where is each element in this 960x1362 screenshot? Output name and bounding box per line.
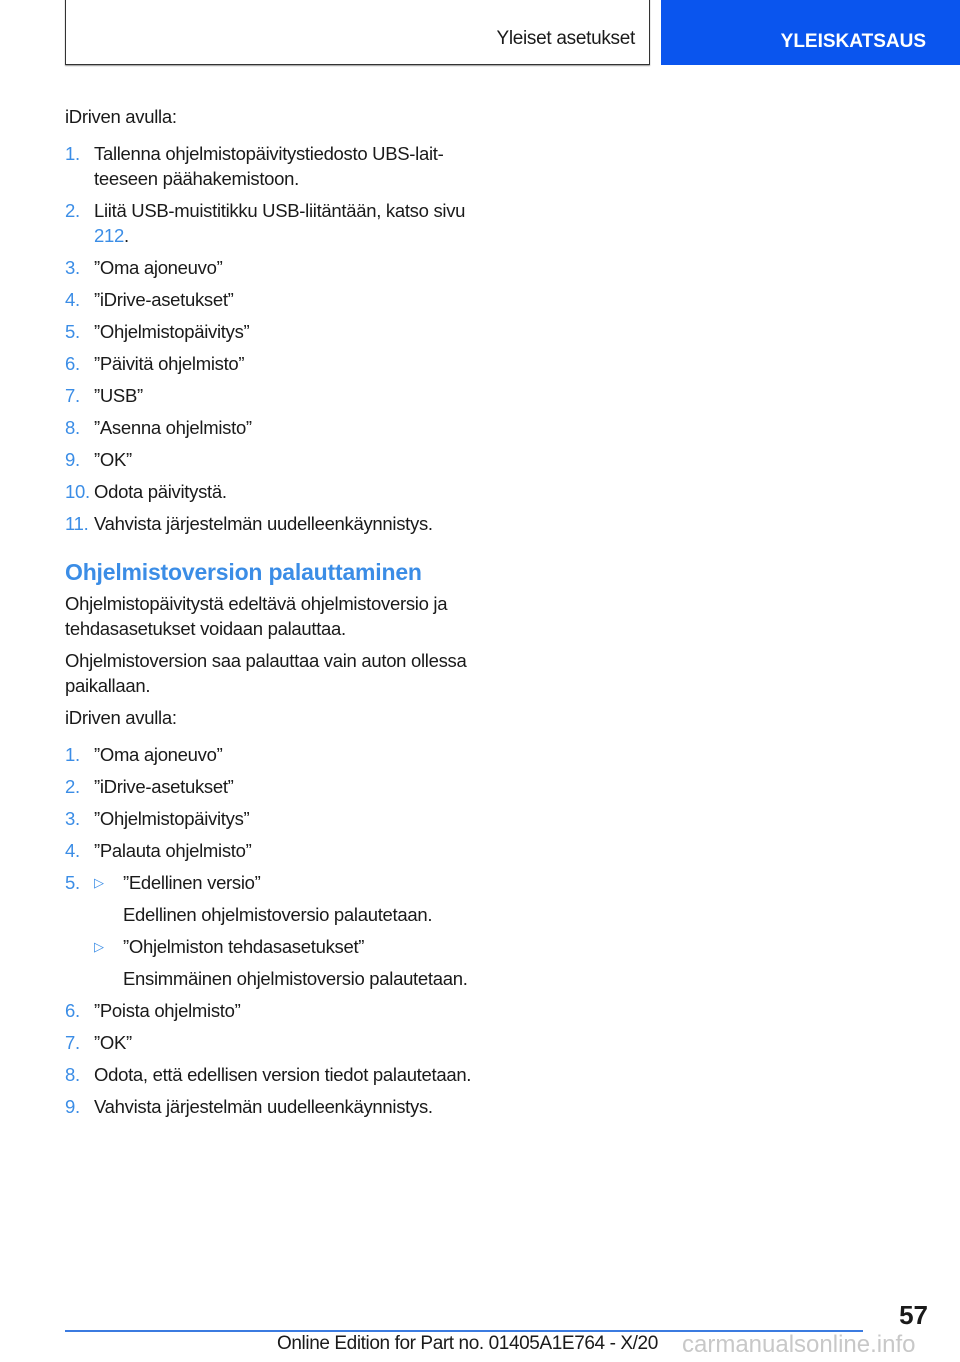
step-text: Vahvista järjestelmän uudelleenkäynnistys. [94, 1096, 433, 1117]
step-text: ”Oma ajoneuvo” [94, 744, 223, 765]
edition-text: Online Edition for Part no. 01405A1E764 - X/20 [277, 1333, 658, 1354]
step [65, 806, 485, 831]
step [65, 1030, 485, 1055]
step-number: 1. [65, 143, 80, 164]
sub-option-text: ”Ohjelmiston tehdasasetukset” [123, 936, 365, 957]
step [65, 1062, 485, 1087]
step-number: 7. [65, 385, 80, 406]
step-text: ”Päivitä ohjelmisto” [94, 353, 245, 374]
step-text: ”iDrive-asetukset” [94, 776, 234, 797]
step-text: Tallenna ohjelmistopäivitystiedosto UBS-laitteeseen päähakemistoon. [94, 143, 444, 189]
step-number: 10. [65, 481, 90, 502]
step [65, 319, 485, 344]
step-number: 3. [65, 257, 80, 278]
paragraph: Ohjelmistoversion saa palauttaa vain auton ollessa paikallaan. [65, 650, 467, 696]
watermark: carmanualsonline.info [682, 1331, 916, 1358]
sub-option [94, 870, 485, 895]
step [65, 383, 485, 408]
step [65, 742, 485, 767]
step-number: 9. [65, 449, 80, 470]
step-text: ”Poista ohjelmisto” [94, 1000, 241, 1021]
step-text: ”iDrive-asetukset” [94, 289, 234, 310]
step-number: 5. [65, 321, 80, 342]
step [65, 141, 485, 191]
step-text: ”USB” [94, 385, 143, 406]
restore-steps [65, 742, 485, 1119]
sub-option-text: ”Edellinen versio” [123, 872, 261, 893]
step [65, 479, 485, 504]
step-text: Vahvista järjestelmän uudelleenkäynnistys. [94, 513, 433, 534]
step-number: 6. [65, 353, 80, 374]
intro-text: iDriven avulla: [65, 106, 177, 127]
update-steps [65, 141, 485, 536]
chapter-tab-label: YLEISKATSAUS [780, 31, 926, 52]
step-number: 5. [65, 872, 80, 893]
step-text: ”OK” [94, 449, 132, 470]
section-heading: Ohjelmistoversion palauttaminen [65, 559, 422, 585]
paragraph: Ohjelmistopäivitystä edeltävä ohjelmistoversio ja tehdasasetukset voidaan palauttaa. [65, 593, 448, 639]
header-box [65, 0, 650, 65]
step-number: 9. [65, 1096, 80, 1117]
step-text: Odota, että edellisen version tiedot palautetaan. [94, 1064, 472, 1085]
punctuation: . [123, 225, 129, 246]
step [65, 998, 485, 1023]
step-number: 1. [65, 744, 80, 765]
step [65, 415, 485, 440]
page-number: 57 [899, 1300, 928, 1330]
step-number: 11. [65, 513, 89, 534]
page-link[interactable]: 212 [94, 225, 124, 246]
step [65, 838, 485, 863]
step-number: 4. [65, 289, 80, 310]
step-text: ”Ohjelmistopäivitys” [94, 808, 250, 829]
step-number: 7. [65, 1032, 80, 1053]
step-text: Liitä USB-muistitikku USB-liitäntään, katso sivu [94, 200, 466, 221]
triangle-bullet-icon: ▷ [94, 875, 104, 890]
step-text: ”Ohjelmistopäivitys” [94, 321, 250, 342]
section-title: Yleiset asetukset [496, 28, 635, 49]
step-number: 3. [65, 808, 80, 829]
chapter-tab[interactable] [661, 0, 960, 65]
step [65, 1094, 485, 1119]
step-number: 6. [65, 1000, 80, 1021]
step-number: 8. [65, 1064, 80, 1085]
step-text: ”OK” [94, 1032, 132, 1053]
step [65, 447, 485, 472]
step-number: 2. [65, 200, 80, 221]
step-number: 2. [65, 776, 80, 797]
step-number: 4. [65, 840, 80, 861]
step-text: Odota päivitystä. [94, 481, 227, 502]
step [65, 287, 485, 312]
step-text: ”Asenna ohjelmisto” [94, 417, 252, 438]
sub-option [94, 934, 485, 959]
step [65, 198, 485, 248]
step [65, 774, 485, 799]
sub-option-desc: Edellinen ohjelmistoversio palautetaan. [123, 904, 433, 925]
step-text: ”Palauta ohjelmisto” [94, 840, 252, 861]
step [65, 870, 485, 991]
step [65, 351, 485, 376]
step-number: 8. [65, 417, 80, 438]
step [65, 511, 485, 536]
step-text: ”Oma ajoneuvo” [94, 257, 223, 278]
triangle-bullet-icon: ▷ [94, 939, 104, 954]
step [65, 255, 485, 280]
sub-option-desc: Ensimmäinen ohjelmistoversio palautetaan. [123, 968, 468, 989]
main-column [65, 104, 485, 1126]
intro-text: iDriven avulla: [65, 707, 177, 728]
